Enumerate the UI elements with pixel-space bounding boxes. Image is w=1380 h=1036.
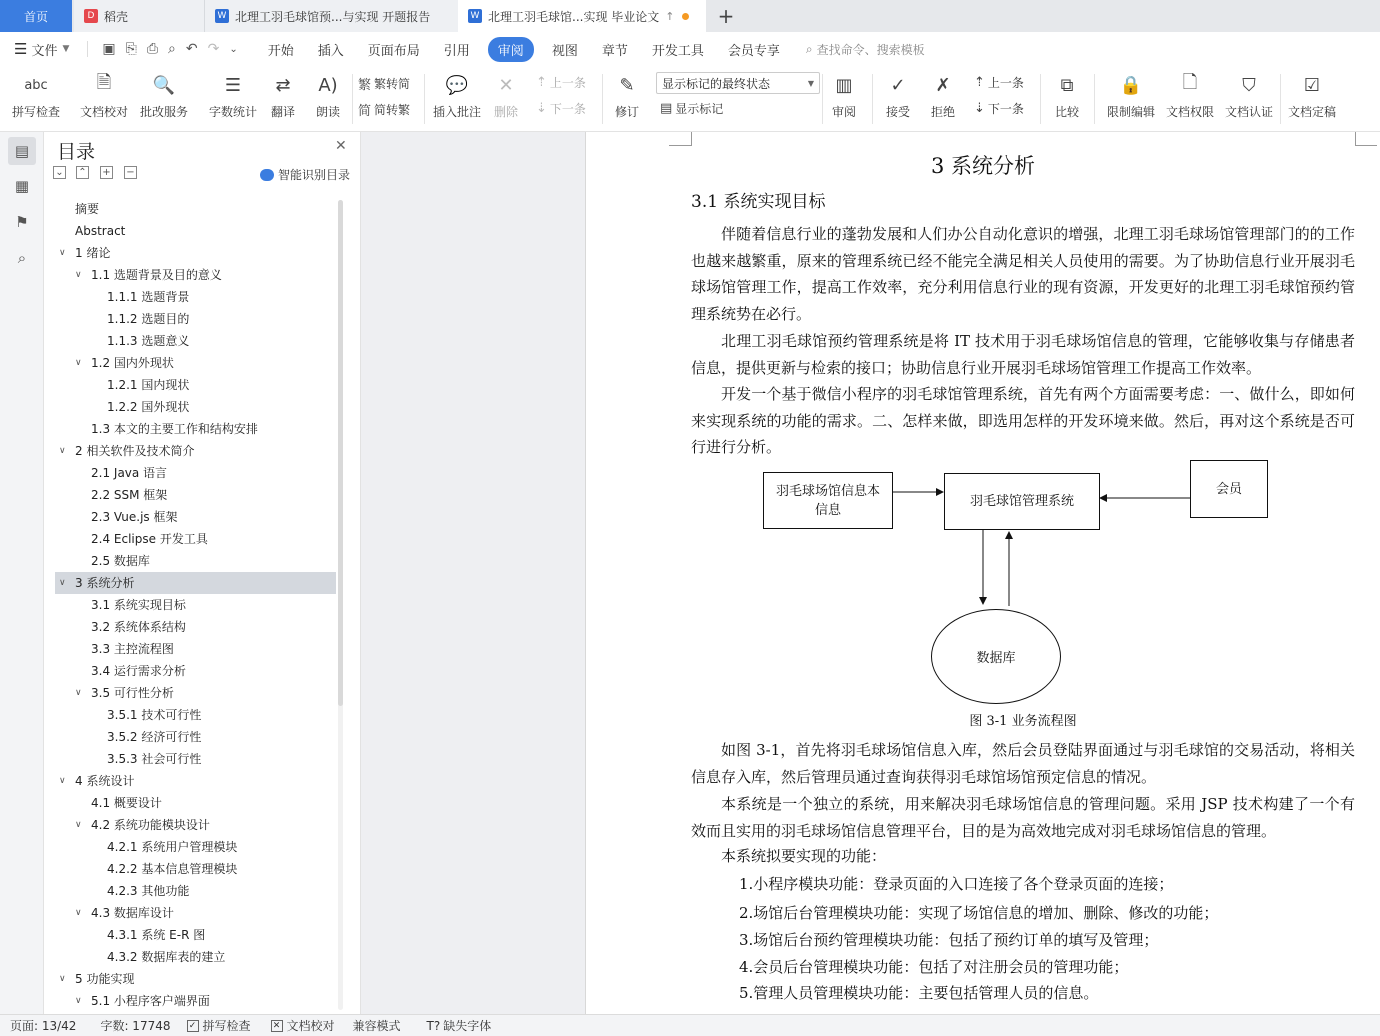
track-changes-icon: ✎: [619, 74, 635, 96]
toc-item-label: 1.2.1 国内现状: [107, 378, 190, 392]
compare-icon: ⧉: [1060, 74, 1074, 96]
toc-item[interactable]: [55, 968, 336, 990]
toc-item-label: 2.4 Eclipse 开发工具: [91, 532, 208, 546]
review-ribbon: [0, 66, 1380, 132]
insert-comment-icon: 💬: [445, 74, 469, 96]
toc-item[interactable]: [55, 550, 336, 572]
new-tab-button[interactable]: +: [717, 4, 735, 28]
status-doc-check-button[interactable]: ✕ 文档校对: [271, 1017, 335, 1034]
menu-references[interactable]: 引用: [443, 43, 470, 59]
page-indicator[interactable]: 页面: 13/42: [10, 1019, 77, 1033]
toc-item[interactable]: [55, 638, 336, 660]
search-icon: ⌕: [805, 41, 813, 56]
toc-item[interactable]: [55, 506, 336, 528]
doc-check-icon: 🗎: [96, 72, 112, 93]
read-aloud-icon: A): [318, 74, 338, 96]
wps-writer-icon: W: [215, 9, 229, 23]
collapse-up-icon[interactable]: ⌃: [76, 166, 89, 179]
toc-item-label: 3.5.3 社会可行性: [107, 752, 202, 766]
shield-icon: ⛉: [1242, 74, 1256, 96]
toc-item[interactable]: [55, 352, 336, 374]
batch-service-icon: 🔍: [152, 74, 176, 96]
next-comment-icon: ⇣: [536, 101, 547, 116]
toc-item[interactable]: [55, 440, 336, 462]
toc-item[interactable]: [55, 814, 336, 836]
toc-item-label: 4.2.1 系统用户管理模块: [107, 840, 238, 854]
review-pane-icon: ▥: [835, 74, 853, 96]
close-icon[interactable]: ✕: [335, 138, 347, 154]
paragraph: 伴随着信息行业的蓬勃发展和人们办公自动化意识的增强，北理工羽毛球场馆管理部门的的工作也越来越繁重，原来的管理系统已经不能完全满足相关人员使用的需要。为了协助信息行业开展羽毛球场馆管理工作，提高工作效率，充分利用信息行业的现有资源，开发更好的北理工羽毛球馆预约管理系统势在必行。: [691, 225, 1355, 324]
lock-doc-icon: 🔒: [1119, 74, 1143, 96]
toc-item-label: 3.5.1 技术可行性: [107, 708, 202, 722]
toc-item[interactable]: [55, 858, 336, 880]
docer-icon: D: [84, 9, 98, 23]
delete-comment-icon: ✕: [498, 74, 514, 96]
prev-comment-icon: ⇡: [536, 75, 547, 90]
word-count-icon: ☰: [224, 74, 242, 96]
read-aloud-button[interactable]: A) 朗读: [313, 70, 343, 120]
menu-chapter[interactable]: 章节: [601, 43, 628, 59]
menu-dev-tools[interactable]: 开发工具: [651, 43, 704, 59]
to-simplified-button[interactable]: 简 简转繁: [358, 100, 410, 119]
chapter-nav-icon[interactable]: ▦: [14, 177, 30, 195]
section-title: 3.1 系统实现目标: [691, 192, 826, 212]
figure-caption: 图 3-1 业务流程图: [969, 714, 1077, 729]
collapse-icon[interactable]: −: [124, 166, 137, 179]
wps-writer-icon: W: [468, 9, 482, 23]
translate-button[interactable]: ⇄ 翻译: [268, 70, 298, 120]
save-icon[interactable]: ▣: [102, 41, 116, 57]
toc-item-label: 4.2.2 基本信息管理模块: [107, 862, 238, 876]
toc-list: [55, 198, 336, 1014]
prev-comment-button[interactable]: ⇡ 上一条: [536, 75, 586, 90]
chevron-down-icon: ▼: [62, 44, 70, 54]
toc-item-label: 3.5.2 经济可行性: [107, 730, 202, 744]
ai-icon: [260, 169, 274, 181]
chevron-down-icon: ▼: [807, 78, 814, 88]
next-comment-button[interactable]: ⇣ 下一条: [536, 101, 586, 116]
doc-check-icon: ✕: [271, 1020, 283, 1032]
diagram-box-system: 羽毛球馆管理系统: [944, 473, 1100, 530]
toc-item-label: 3.5 可行性分析: [91, 686, 174, 700]
delete-comment-button[interactable]: ✕ 删除: [491, 70, 521, 120]
toc-item-label: Abstract: [75, 224, 126, 238]
toc-item[interactable]: [55, 726, 336, 748]
toc-scrollbar-thumb[interactable]: [338, 200, 343, 706]
finalize-icon: ☑: [1303, 74, 1321, 96]
toc-item-label: 3.2 系统体系结构: [91, 620, 186, 634]
toc-item-label: 4.1 概要设计: [91, 796, 162, 810]
toc-item-label: 1 绪论: [75, 246, 111, 260]
toc-item-label: 摘要: [75, 202, 100, 216]
menu-member[interactable]: 会员专享: [727, 43, 780, 59]
show-markup-icon: ▤: [660, 101, 673, 116]
chevron-down-icon[interactable]: ∨: [75, 996, 82, 1006]
toc-item-label: 4.2 系统功能模块设计: [91, 818, 210, 832]
toc-title: 目录: [57, 141, 96, 163]
expand-icon[interactable]: +: [100, 166, 113, 179]
prev-change-button[interactable]: ⇡ 上一条: [974, 75, 1024, 90]
review-pane-button[interactable]: ▥ 审阅: [829, 70, 859, 120]
prev-change-icon: ⇡: [974, 75, 985, 90]
toc-item[interactable]: [55, 682, 336, 704]
paragraph: 本系统是一个独立的系统，用来解决羽毛球场馆信息的管理问题。采用 JSP 技术构建了一个有效而且实用的羽毛球场馆信息管理平台，目的是为高效地完成对羽毛球场馆信息的管理。: [691, 795, 1355, 840]
unsaved-dot-icon: [682, 13, 689, 20]
next-change-button[interactable]: ⇣ 下一条: [974, 101, 1024, 116]
doc-permission-button[interactable]: 🗋 文档权限: [1166, 72, 1215, 119]
chevron-down-icon[interactable]: ∨: [75, 358, 82, 368]
list-item: 1.小程序模块功能：登录页面的入口连接了各个登录页面的连接；: [739, 875, 1174, 893]
bookmark-icon[interactable]: ⚑: [15, 213, 29, 231]
batch-service-button[interactable]: 🔍 批改服务: [140, 70, 188, 120]
accept-button[interactable]: ✓ 接受: [883, 70, 913, 120]
toc-item[interactable]: [55, 418, 336, 440]
toc-item[interactable]: [55, 836, 336, 858]
pin-icon[interactable]: ↑: [665, 9, 675, 23]
toc-item-label: 2.1 Java 语言: [91, 466, 168, 480]
paragraph: 北理工羽毛球馆预约管理系统是将 IT 技术用于羽毛球场馆信息的管理，它能够收集与存储患者信息，提供更新与检索的接口；协助信息行业开展羽毛球场馆管理工作提高工作效率。: [691, 332, 1355, 377]
chevron-down-icon[interactable]: ∨: [75, 270, 82, 280]
page-gutter: [361, 132, 585, 1014]
compare-button[interactable]: ⧉ 比较: [1052, 70, 1082, 120]
compat-mode-label: 兼容模式: [352, 1019, 401, 1033]
menu-page-layout[interactable]: 页面布局: [367, 43, 420, 59]
redo-icon[interactable]: ↷: [207, 41, 220, 57]
tab-home[interactable]: 首页: [0, 0, 72, 32]
toc-item-label: 1.2 国内外现状: [91, 356, 174, 370]
track-changes-button[interactable]: ✎ 修订: [612, 70, 642, 120]
menu-insert[interactable]: 插入: [317, 43, 344, 59]
list-item: 3.场馆后台预约管理模块功能：包括了预约订单的填写及管理；: [739, 931, 1159, 949]
doc-certify-button[interactable]: ⛉ 文档认证: [1225, 70, 1273, 120]
toc-item-label: 2.2 SSM 框架: [91, 488, 168, 502]
toc-item-label: 4.2.3 其他功能: [107, 884, 190, 898]
document-page[interactable]: [586, 132, 1380, 1014]
toc-item[interactable]: [55, 704, 336, 726]
toc-item-label: 3.1 系统实现目标: [91, 598, 186, 612]
toc-item[interactable]: [55, 924, 336, 946]
toc-item-label: 4 系统设计: [75, 774, 135, 788]
toc-item[interactable]: [55, 660, 336, 682]
chevron-down-icon[interactable]: ∨: [59, 446, 66, 456]
toc-item[interactable]: [55, 748, 336, 770]
chevron-down-icon[interactable]: ∨: [59, 578, 66, 588]
nav-side-strip: [0, 132, 44, 1014]
spell-check-button[interactable]: abc 拼写检查: [12, 70, 60, 120]
reject-button[interactable]: ✗ 拒绝: [928, 70, 958, 120]
toc-item[interactable]: [55, 880, 336, 902]
toc-item[interactable]: [55, 264, 336, 286]
list-item: 5.管理人员管理模块功能：主要包括管理人员的信息。: [739, 984, 1099, 1002]
toc-item[interactable]: [55, 462, 336, 484]
spell-check-icon: ✓: [187, 1020, 199, 1032]
toc-item-label: 2.5 数据库: [91, 554, 150, 568]
diagram-box-member: 会员: [1190, 460, 1268, 518]
tab-proposal-doc[interactable]: W 北理工羽毛球馆预...与实现 开题报告: [204, 0, 458, 32]
missing-font-icon: T?: [426, 1018, 441, 1033]
chapter-title: 3 系统分析: [930, 154, 1036, 178]
file-menu-button[interactable]: ☰ 文件 ▼: [14, 40, 70, 59]
toc-item-label: 1.1.1 选题背景: [107, 290, 190, 304]
toc-item[interactable]: [55, 242, 336, 264]
tab-docer[interactable]: D 稻壳: [74, 0, 204, 32]
spell-check-icon: abc: [24, 77, 48, 93]
diagram-ellipse-database: 数据库: [931, 609, 1061, 704]
markup-state-select[interactable]: 显示标记的最终状态 ▼: [656, 72, 820, 94]
word-count-button[interactable]: ☰ 字数统计: [209, 70, 257, 120]
toc-item-label: 2 相关软件及技术简介: [75, 444, 195, 458]
translate-icon: ⇄: [275, 74, 291, 96]
toc-item[interactable]: [55, 528, 336, 550]
paragraph: 如图 3-1，首先将羽毛球场馆信息入库，然后会员登陆界面通过与羽毛球馆的交易活动，将相关信息存入库，然后管理员通过查询获得羽毛球馆场馆预定信息的情况。: [691, 741, 1355, 786]
toc-item[interactable]: [55, 308, 336, 330]
toc-item-label: 4.3.2 数据库表的建立: [107, 950, 226, 964]
toc-panel: [45, 132, 361, 1014]
traditional-icon: 繁: [358, 78, 372, 93]
toc-item[interactable]: [55, 902, 336, 924]
diagram-box-venue-info: 羽毛球场馆信息本信息: [763, 472, 893, 529]
doc-permission-icon: 🗋: [1182, 72, 1198, 93]
chevron-down-icon[interactable]: ∨: [59, 974, 66, 984]
menu-view[interactable]: 视图: [551, 43, 578, 59]
menu-start[interactable]: 开始: [267, 43, 294, 59]
toc-item[interactable]: [55, 484, 336, 506]
accept-icon: ✓: [890, 74, 906, 96]
toc-item-label: 4.3 数据库设计: [91, 906, 174, 920]
toc-item-label: 1.1 选题背景及目的意义: [91, 268, 222, 282]
paragraph: 开发一个基于微信小程序的羽毛球馆管理系统，首先有两个方面需要考虑：一、做什么，即如何来实现系统的功能的需求。二、怎样来做，即选用怎样的开发环境来做。然后，再对这个系统是否可行进行分析。: [691, 385, 1355, 457]
status-bar: [0, 1014, 1380, 1036]
tab-thesis-doc[interactable]: W 北理工羽毛球馆...实现 毕业论文 ↑: [458, 0, 706, 32]
toc-item[interactable]: [55, 616, 336, 638]
menu-bar: [0, 32, 1380, 66]
print-icon[interactable]: ⎙: [146, 41, 159, 57]
quick-access-toolbar: [83, 41, 237, 57]
simplified-icon: 简: [358, 104, 372, 119]
chevron-down-icon[interactable]: ∨: [75, 688, 82, 698]
toc-item-label: 3.4 运行需求分析: [91, 664, 186, 678]
toc-item[interactable]: [55, 396, 336, 418]
doc-check-button[interactable]: 🗎 文档校对: [80, 72, 129, 119]
toc-item[interactable]: [55, 330, 336, 352]
show-markup-button[interactable]: ▤ 显示标记: [660, 101, 724, 116]
chevron-down-icon[interactable]: ∨: [59, 776, 66, 786]
print-preview-icon[interactable]: ⌕: [168, 41, 176, 57]
search-icon[interactable]: ⌕: [17, 249, 27, 267]
menu-review[interactable]: 审阅: [488, 37, 534, 62]
toc-item[interactable]: [55, 220, 336, 242]
tab-bar: [0, 0, 1380, 32]
toc-item-label: 1.3 本文的主要工作和结构安排: [91, 422, 258, 436]
chevron-down-icon[interactable]: ∨: [75, 820, 82, 830]
missing-fonts-button[interactable]: T? 缺失字体: [426, 1018, 492, 1033]
toc-item[interactable]: [55, 572, 336, 594]
toc-item-label: 4.3.1 系统 E-R 图: [107, 928, 206, 942]
toc-item[interactable]: [55, 374, 336, 396]
toc-item[interactable]: [55, 594, 336, 616]
restrict-edit-button[interactable]: 🔒 限制编辑: [1107, 70, 1155, 120]
toc-item[interactable]: [55, 770, 336, 792]
paragraph: 本系统拟要实现的功能：: [721, 847, 887, 865]
toc-item-label: 2.3 Vue.js 框架: [91, 510, 178, 524]
doc-finalize-button[interactable]: ☑ 文档定稿: [1288, 70, 1336, 120]
undo-icon[interactable]: ↶: [185, 41, 198, 57]
list-item: 2.场馆后台管理模块功能：实现了场馆信息的增加、删除、修改的功能；: [739, 904, 1219, 922]
chevron-down-icon[interactable]: ∨: [59, 248, 66, 258]
to-traditional-button[interactable]: 繁 繁转简: [358, 74, 410, 93]
toc-item[interactable]: [55, 792, 336, 814]
toc-item-label: 1.2.2 国外现状: [107, 400, 190, 414]
chevron-down-icon[interactable]: ∨: [75, 908, 82, 918]
toc-item[interactable]: [55, 286, 336, 308]
command-search-input[interactable]: ⌕ 查找命令、搜索模板: [805, 41, 925, 57]
status-spell-check-button[interactable]: ✓ 拼写检查: [187, 1017, 251, 1034]
next-change-icon: ⇣: [974, 101, 985, 116]
toc-item[interactable]: [55, 198, 336, 220]
export-icon[interactable]: ⎘: [125, 41, 137, 57]
collapse-down-icon[interactable]: ⌄: [53, 166, 66, 179]
toc-item-label: 5 功能实现: [75, 972, 135, 986]
reject-icon: ✗: [935, 74, 951, 96]
insert-comment-button[interactable]: 💬 插入批注: [433, 70, 481, 120]
hamburger-icon: ☰: [14, 40, 28, 58]
toc-item-label: 1.1.2 选题目的: [107, 312, 190, 326]
toc-item-label: 3.3 主控流程图: [91, 642, 174, 656]
toc-panel-icon[interactable]: ▤: [8, 137, 36, 165]
customize-icon[interactable]: ⌄: [229, 43, 238, 55]
smart-toc-button[interactable]: 智能识别目录: [260, 166, 350, 183]
toc-item-label: 1.1.3 选题意义: [107, 334, 190, 348]
toc-item[interactable]: [55, 946, 336, 968]
toc-item[interactable]: [55, 990, 336, 1012]
toc-item-label: 3 系统分析: [75, 576, 135, 590]
toc-item-label: 5.1 小程序客户端界面: [91, 994, 210, 1008]
word-count-indicator[interactable]: 字数: 17748: [100, 1019, 171, 1033]
list-item: 4.会员后台管理模块功能：包括了对注册会员的管理功能；: [739, 958, 1129, 976]
